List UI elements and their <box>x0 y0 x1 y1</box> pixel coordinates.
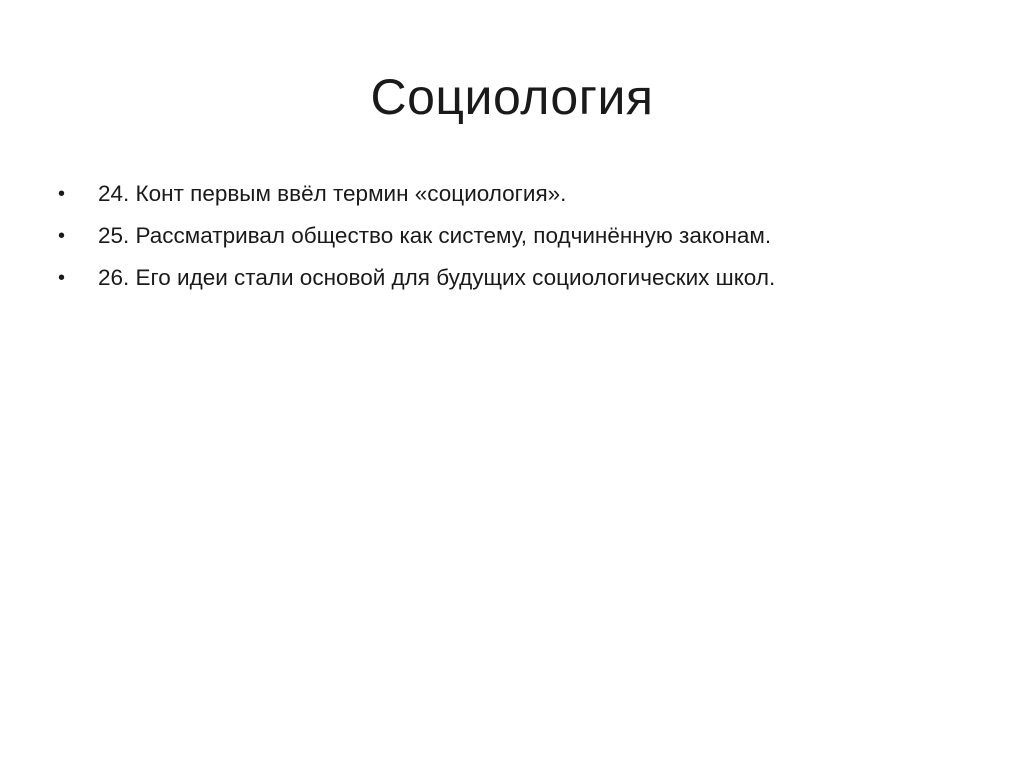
bullet-dot-icon: • <box>58 267 66 289</box>
bullet-text: 25. Рассматривал общество как систему, подчинённую законам. <box>98 223 772 248</box>
bullet-item-24 <box>58 180 978 222</box>
bullet-text: 24. Конт первым ввёл термин «социология». <box>98 181 567 206</box>
bullet-item-26 <box>58 264 978 306</box>
bullet-text: 26. Его идеи стали основой для будущих социологических школ. <box>98 265 776 290</box>
bullet-item-25 <box>58 222 978 264</box>
slide-title: Социология <box>370 69 654 125</box>
bullet-dot-icon: • <box>58 225 66 247</box>
bullet-list <box>58 180 978 306</box>
bullet-dot-icon: • <box>58 183 66 205</box>
